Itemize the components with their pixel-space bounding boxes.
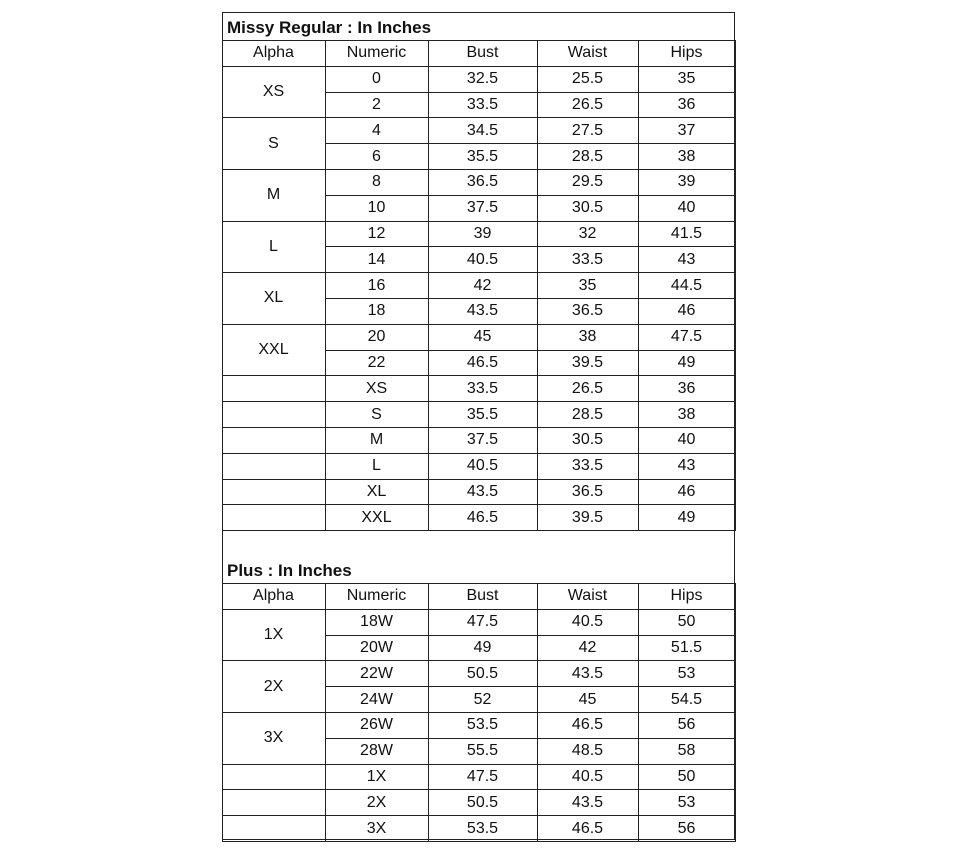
- waist-cell: 40.5: [537, 609, 638, 635]
- alpha-size-cell: [222, 427, 325, 453]
- numeric-cell: 16: [325, 273, 428, 299]
- waist-cell: 33.5: [537, 453, 638, 479]
- missy-size-table: [222, 40, 736, 531]
- numeric-cell: 18W: [325, 609, 428, 635]
- numeric-cell: 26W: [325, 712, 428, 738]
- waist-cell: 39.5: [537, 505, 638, 531]
- alpha-size-cell: [222, 479, 325, 505]
- waist-cell: 45: [537, 687, 638, 713]
- bust-cell: 33.5: [428, 376, 537, 402]
- column-header: Hips: [638, 41, 735, 67]
- hips-cell: 49: [638, 350, 735, 376]
- waist-cell: 27.5: [537, 118, 638, 144]
- numeric-cell: 24W: [325, 687, 428, 713]
- numeric-cell: 12: [325, 221, 428, 247]
- bust-cell: 34.5: [428, 118, 537, 144]
- table-row: [222, 66, 735, 92]
- bust-cell: 35.5: [428, 402, 537, 428]
- numeric-cell: 6: [325, 144, 428, 170]
- hips-cell: 54.5: [638, 687, 735, 713]
- bust-cell: 52: [428, 687, 537, 713]
- numeric-cell: 2X: [325, 790, 428, 816]
- alpha-size-cell: [222, 376, 325, 402]
- numeric-cell: M: [325, 427, 428, 453]
- hips-cell: 38: [638, 402, 735, 428]
- table-row: [222, 764, 735, 790]
- alpha-size-cell: [222, 453, 325, 479]
- bust-cell: 50.5: [428, 661, 537, 687]
- alpha-size-cell: 3X: [222, 712, 325, 764]
- hips-cell: 37: [638, 118, 735, 144]
- alpha-size-cell: [222, 764, 325, 790]
- alpha-size-cell: [222, 790, 325, 816]
- table-row: [222, 479, 735, 505]
- waist-cell: 28.5: [537, 402, 638, 428]
- hips-cell: 53: [638, 661, 735, 687]
- numeric-cell: 10: [325, 195, 428, 221]
- alpha-size-cell: [222, 505, 325, 531]
- waist-cell: 35: [537, 273, 638, 299]
- hips-cell: 40: [638, 195, 735, 221]
- column-header: Waist: [537, 41, 638, 67]
- hips-cell: 35: [638, 66, 735, 92]
- waist-cell: 36.5: [537, 298, 638, 324]
- hips-cell: 47.5: [638, 324, 735, 350]
- waist-cell: 43.5: [537, 661, 638, 687]
- missy-section-title: Missy Regular : In Inches: [227, 18, 432, 37]
- numeric-cell: 4: [325, 118, 428, 144]
- hips-cell: 56: [638, 712, 735, 738]
- numeric-cell: 3X: [325, 816, 428, 842]
- waist-cell: 39.5: [537, 350, 638, 376]
- waist-cell: 40.5: [537, 764, 638, 790]
- hips-cell: 58: [638, 738, 735, 764]
- waist-cell: 30.5: [537, 195, 638, 221]
- table-row: [222, 453, 735, 479]
- table-row: [222, 790, 735, 816]
- waist-cell: 30.5: [537, 427, 638, 453]
- hips-cell: 36: [638, 92, 735, 118]
- hips-cell: 53: [638, 790, 735, 816]
- waist-cell: 26.5: [537, 92, 638, 118]
- alpha-size-cell: XS: [222, 66, 325, 118]
- waist-cell: 42: [537, 635, 638, 661]
- waist-cell: 28.5: [537, 144, 638, 170]
- bust-cell: 50.5: [428, 790, 537, 816]
- numeric-cell: 2: [325, 92, 428, 118]
- alpha-size-cell: [222, 816, 325, 842]
- bust-cell: 37.5: [428, 195, 537, 221]
- hips-cell: 50: [638, 609, 735, 635]
- hips-cell: 38: [638, 144, 735, 170]
- bust-cell: 33.5: [428, 92, 537, 118]
- table-row: [222, 427, 735, 453]
- table-row: [222, 712, 735, 738]
- header-row: [222, 584, 735, 610]
- table-row: [222, 402, 735, 428]
- plus-size-table: [222, 583, 736, 842]
- hips-cell: 39: [638, 169, 735, 195]
- hips-cell: 49: [638, 505, 735, 531]
- alpha-size-cell: 1X: [222, 609, 325, 661]
- hips-cell: 51.5: [638, 635, 735, 661]
- column-header: Waist: [537, 584, 638, 610]
- column-header: Numeric: [325, 41, 428, 67]
- bust-cell: 47.5: [428, 764, 537, 790]
- bust-cell: 55.5: [428, 738, 537, 764]
- numeric-cell: XS: [325, 376, 428, 402]
- alpha-size-cell: XL: [222, 273, 325, 325]
- numeric-cell: 0: [325, 66, 428, 92]
- size-chart-sheet: [222, 12, 735, 840]
- table-row: [222, 169, 735, 195]
- bust-cell: 47.5: [428, 609, 537, 635]
- table-row: [222, 118, 735, 144]
- table-row: [222, 221, 735, 247]
- hips-cell: 40: [638, 427, 735, 453]
- alpha-size-cell: M: [222, 169, 325, 221]
- hips-cell: 41.5: [638, 221, 735, 247]
- header-row: [222, 41, 735, 67]
- hips-cell: 43: [638, 247, 735, 273]
- bust-cell: 40.5: [428, 453, 537, 479]
- waist-cell: 48.5: [537, 738, 638, 764]
- hips-cell: 44.5: [638, 273, 735, 299]
- bust-cell: 42: [428, 273, 537, 299]
- numeric-cell: 22: [325, 350, 428, 376]
- bust-cell: 46.5: [428, 505, 537, 531]
- waist-cell: 32: [537, 221, 638, 247]
- numeric-cell: 1X: [325, 764, 428, 790]
- hips-cell: 46: [638, 298, 735, 324]
- column-header: Numeric: [325, 584, 428, 610]
- numeric-cell: 22W: [325, 661, 428, 687]
- numeric-cell: S: [325, 402, 428, 428]
- column-header: Alpha: [222, 584, 325, 610]
- hips-cell: 36: [638, 376, 735, 402]
- alpha-size-cell: [222, 402, 325, 428]
- table-row: [222, 661, 735, 687]
- plus-section-title: Plus : In Inches: [227, 561, 352, 580]
- hips-cell: 43: [638, 453, 735, 479]
- waist-cell: 46.5: [537, 816, 638, 842]
- table-row: [222, 609, 735, 635]
- bust-cell: 43.5: [428, 479, 537, 505]
- column-header: Hips: [638, 584, 735, 610]
- table-row: [222, 273, 735, 299]
- waist-cell: 26.5: [537, 376, 638, 402]
- numeric-cell: XL: [325, 479, 428, 505]
- numeric-cell: L: [325, 453, 428, 479]
- hips-cell: 56: [638, 816, 735, 842]
- waist-cell: 43.5: [537, 790, 638, 816]
- waist-cell: 29.5: [537, 169, 638, 195]
- bust-cell: 53.5: [428, 816, 537, 842]
- hips-cell: 46: [638, 479, 735, 505]
- waist-cell: 36.5: [537, 479, 638, 505]
- column-header: Alpha: [222, 41, 325, 67]
- numeric-cell: 8: [325, 169, 428, 195]
- bust-cell: 32.5: [428, 66, 537, 92]
- table-row: [222, 324, 735, 350]
- waist-cell: 25.5: [537, 66, 638, 92]
- bust-cell: 37.5: [428, 427, 537, 453]
- bust-cell: 49: [428, 635, 537, 661]
- bust-cell: 39: [428, 221, 537, 247]
- bust-cell: 53.5: [428, 712, 537, 738]
- bust-cell: 45: [428, 324, 537, 350]
- numeric-cell: 18: [325, 298, 428, 324]
- waist-cell: 46.5: [537, 712, 638, 738]
- numeric-cell: 20: [325, 324, 428, 350]
- numeric-cell: 28W: [325, 738, 428, 764]
- hips-cell: 50: [638, 764, 735, 790]
- numeric-cell: 20W: [325, 635, 428, 661]
- alpha-size-cell: XXL: [222, 324, 325, 376]
- table-row: [222, 816, 735, 842]
- column-header: Bust: [428, 584, 537, 610]
- column-header: Bust: [428, 41, 537, 67]
- alpha-size-cell: L: [222, 221, 325, 273]
- table-row: [222, 505, 735, 531]
- waist-cell: 38: [537, 324, 638, 350]
- numeric-cell: XXL: [325, 505, 428, 531]
- bust-cell: 43.5: [428, 298, 537, 324]
- bust-cell: 35.5: [428, 144, 537, 170]
- alpha-size-cell: 2X: [222, 661, 325, 713]
- table-row: [222, 376, 735, 402]
- alpha-size-cell: S: [222, 118, 325, 170]
- bust-cell: 46.5: [428, 350, 537, 376]
- waist-cell: 33.5: [537, 247, 638, 273]
- bust-cell: 36.5: [428, 169, 537, 195]
- bust-cell: 40.5: [428, 247, 537, 273]
- numeric-cell: 14: [325, 247, 428, 273]
